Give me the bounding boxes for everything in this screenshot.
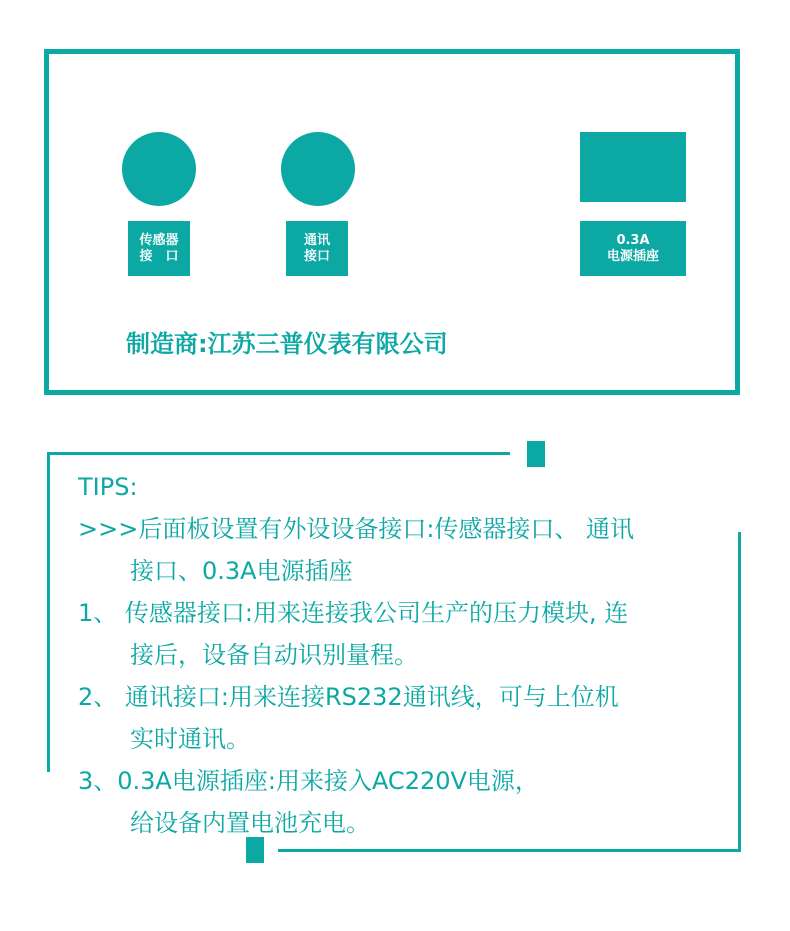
tips-line: 1、 传感器接口:用来连接我公司生产的压力模块, 连 bbox=[78, 599, 629, 627]
tips-line: 接后，设备自动识别量程。 bbox=[130, 641, 418, 669]
tips-line: 3、0.3A电源插座:用来接入AC220V电源， bbox=[78, 767, 539, 795]
tips-line: 接口、0.3A电源插座 bbox=[130, 557, 353, 585]
power-socket-label: 0.3A 电源插座 bbox=[580, 221, 686, 276]
frame-top-line bbox=[47, 452, 510, 455]
frame-right-line bbox=[738, 532, 741, 852]
frame-left-line bbox=[47, 452, 50, 772]
tips-title: TIPS: bbox=[78, 473, 138, 501]
power-socket-rect bbox=[580, 132, 686, 202]
frame-top-square bbox=[527, 441, 545, 467]
comm-port-label: 通讯 接口 bbox=[286, 221, 348, 276]
tips-line: 2、 通讯接口:用来连接RS232通讯线，可与上位机 bbox=[78, 683, 619, 711]
tips-line: 给设备内置电池充电。 bbox=[130, 809, 370, 837]
tips-block bbox=[78, 466, 634, 844]
manufacturer-text: 制造商:江苏三普仪表有限公司 bbox=[126, 330, 448, 358]
sensor-port-circle bbox=[122, 132, 196, 206]
tips-line: >>>后面板设置有外设设备接口:传感器接口、 通讯 bbox=[78, 515, 635, 543]
rear-panel-diagram bbox=[44, 49, 740, 395]
frame-bottom-line bbox=[278, 849, 741, 852]
comm-port-circle bbox=[281, 132, 355, 206]
tips-line: 实时通讯。 bbox=[130, 725, 250, 753]
sensor-port-label: 传感器 接 口 bbox=[128, 221, 190, 276]
